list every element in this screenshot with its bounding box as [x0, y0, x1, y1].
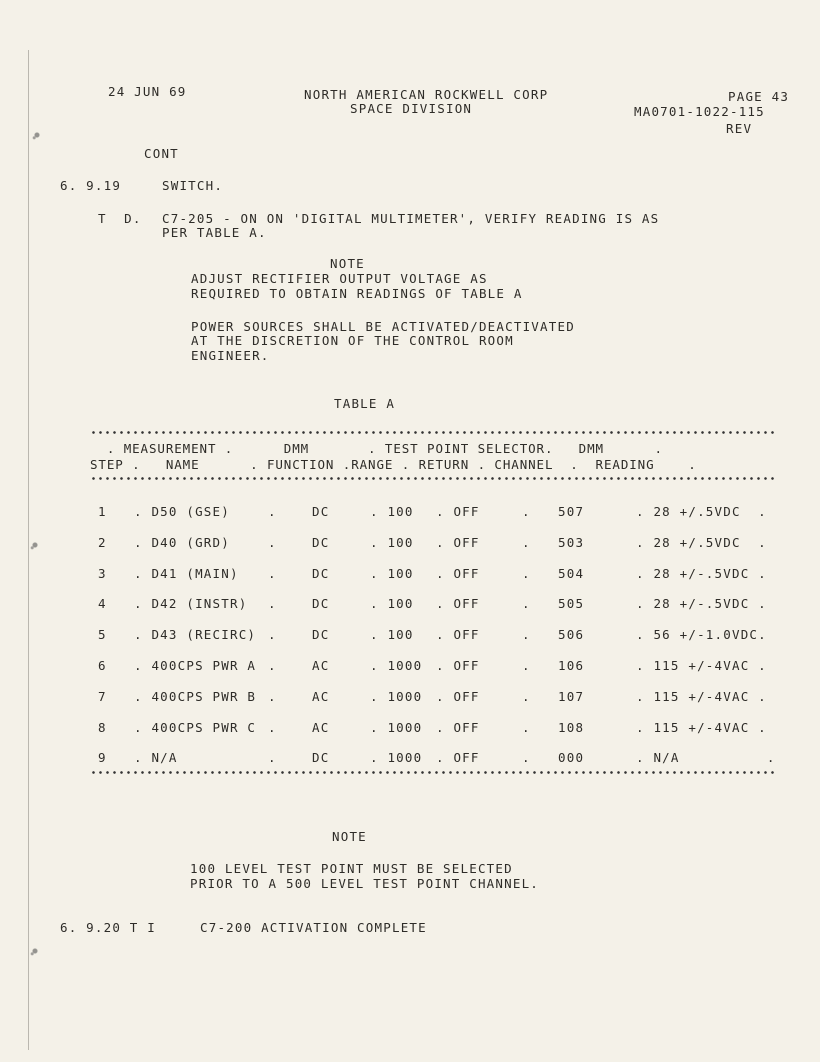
table-cell-reading: . 28 +/-.5VDC .: [636, 565, 767, 581]
step-title: SWITCH.: [162, 178, 224, 193]
note-line: POWER SOURCES SHALL BE ACTIVATED/DEACTIVATED: [191, 319, 575, 334]
table-cell-step: 2: [98, 534, 107, 550]
note-line: AT THE DISCRETION OF THE CONTROL ROOM: [191, 333, 514, 348]
table-cell-step: 1: [98, 504, 107, 519]
table-cell-function: DC: [312, 627, 330, 643]
td-instruction-line: PER TABLE A.: [162, 225, 267, 240]
header-doc-number: MA0701-1022-115: [634, 104, 765, 119]
table-cell-channel: 504: [558, 565, 585, 581]
table-cell-reading: . 115 +/-4VAC .: [636, 658, 767, 673]
table-cell-step: 5: [98, 627, 107, 643]
table-cell-function: AC: [312, 688, 330, 704]
table-cell-range: . 100: [370, 565, 414, 581]
table-cell-step: 4: [98, 596, 107, 612]
table-cell-separator: .: [268, 596, 277, 612]
table-cell-step: 6: [98, 658, 107, 673]
table-cell-name: . 400CPS PWR C: [134, 719, 257, 735]
table-cell-name: . 400CPS PWR A: [134, 658, 257, 673]
table-cell-range: . 100: [370, 534, 414, 550]
table-cell-separator: .: [522, 627, 531, 643]
header-division: SPACE DIVISION: [350, 101, 473, 116]
table-cell-separator: .: [522, 658, 531, 673]
step-text: C7-200 ACTIVATION COMPLETE: [200, 920, 427, 935]
header-page-number: PAGE 43: [728, 89, 790, 104]
table-dotted-rule: [90, 477, 774, 480]
table-cell-reading: . 115 +/-4VAC .: [636, 719, 767, 735]
header-company: NORTH AMERICAN ROCKWELL CORP: [304, 87, 549, 102]
table-cell-range: . 1000: [370, 750, 423, 766]
table-dotted-rule: [90, 771, 774, 774]
header-rev: REV: [726, 121, 753, 136]
table-cell-step: 8: [98, 719, 107, 735]
binding-margin-line: [28, 50, 29, 1050]
table-cell-name: . N/A: [134, 750, 178, 766]
note-line: REQUIRED TO OBTAIN READINGS OF TABLE A: [191, 286, 523, 301]
td-prefix: T D.: [98, 211, 142, 226]
table-cell-channel: 503: [558, 534, 585, 550]
table-cell-separator: .: [268, 504, 277, 519]
table-cell-separator: .: [268, 688, 277, 704]
note-line: 100 LEVEL TEST POINT MUST BE SELECTED: [190, 861, 513, 876]
table-cell-range: . 100: [370, 596, 414, 612]
paper-speck: [28, 944, 42, 958]
table-cell-channel: 108: [558, 719, 585, 735]
note-heading: NOTE: [330, 256, 365, 271]
table-cell-channel: 106: [558, 658, 585, 673]
table-cell-separator: .: [522, 719, 531, 735]
table-cell-return: . OFF: [436, 565, 480, 581]
table-cell-channel: 107: [558, 688, 585, 704]
note-line: ADJUST RECTIFIER OUTPUT VOLTAGE AS: [191, 271, 488, 286]
table-cell-name: . D40 (GRD): [134, 534, 230, 550]
paper-speck: [28, 538, 42, 552]
step-number: 6. 9.19: [60, 178, 122, 193]
table-cell-reading: . 56 +/-1.0VDC.: [636, 627, 767, 643]
table-cell-separator: .: [268, 658, 277, 673]
table-cell-function: DC: [312, 596, 330, 612]
table-cell-separator: .: [268, 565, 277, 581]
table-cell-return: . OFF: [436, 596, 480, 612]
table-cell-separator: .: [522, 565, 531, 581]
table-cell-range: . 1000: [370, 658, 423, 673]
table-cell-separator: .: [522, 534, 531, 550]
table-header-row: . MEASUREMENT . DMM . TEST POINT SELECTOR. DMM .: [90, 441, 663, 456]
table-cell-separator: .: [522, 596, 531, 612]
table-header-row: STEP . NAME . FUNCTION .RANGE . RETURN . CHANNEL . READING .: [90, 457, 697, 472]
td-instruction-line: C7-205 - ON ON 'DIGITAL MULTIMETER', VERIFY READING IS AS: [162, 211, 660, 226]
table-cell-step: 3: [98, 565, 107, 581]
table-cell-separator: .: [268, 750, 277, 766]
table-cell-return: . OFF: [436, 688, 480, 704]
table-cell-function: DC: [312, 750, 330, 766]
table-cell-range: . 1000: [370, 688, 423, 704]
table-cell-range: . 100: [370, 504, 414, 519]
table-cell-name: . D50 (GSE): [134, 504, 230, 519]
table-cell-channel: 506: [558, 627, 585, 643]
table-cell-range: . 100: [370, 627, 414, 643]
table-cell-reading: . 28 +/.5VDC .: [636, 534, 767, 550]
table-cell-separator: .: [268, 719, 277, 735]
table-cell-reading: . 28 +/.5VDC .: [636, 504, 767, 519]
table-cell-reading: . 28 +/-.5VDC .: [636, 596, 767, 612]
table-cell-separator: .: [268, 627, 277, 643]
step-number: 6. 9.20 T I: [60, 920, 156, 935]
table-cell-step: 9: [98, 750, 107, 766]
table-cell-return: . OFF: [436, 504, 480, 519]
table-cell-function: AC: [312, 719, 330, 735]
table-cell-reading: . N/A .: [636, 750, 776, 766]
table-cell-separator: .: [522, 750, 531, 766]
table-cell-separator: .: [268, 534, 277, 550]
table-cell-return: . OFF: [436, 719, 480, 735]
note-heading: NOTE: [332, 829, 367, 844]
table-cell-function: DC: [312, 504, 330, 519]
note-line: PRIOR TO A 500 LEVEL TEST POINT CHANNEL.: [190, 876, 540, 891]
table-cell-channel: 507: [558, 504, 585, 519]
header-date: 24 JUN 69: [108, 84, 187, 99]
table-cell-return: . OFF: [436, 534, 480, 550]
table-cell-function: DC: [312, 565, 330, 581]
table-cell-range: . 1000: [370, 719, 423, 735]
table-cell-return: . OFF: [436, 750, 480, 766]
table-cell-function: DC: [312, 534, 330, 550]
table-cell-name: . D43 (RECIRC): [134, 627, 257, 643]
table-cell-channel: 000: [558, 750, 585, 766]
table-cell-name: . 400CPS PWR B: [134, 688, 257, 704]
table-cell-separator: .: [522, 504, 531, 519]
table-cell-step: 7: [98, 688, 107, 704]
table-cell-name: . D41 (MAIN): [134, 565, 239, 581]
table-cell-name: . D42 (INSTR): [134, 596, 248, 612]
table-cell-reading: . 115 +/-4VAC .: [636, 688, 767, 704]
table-cell-return: . OFF: [436, 627, 480, 643]
paper-speck: [30, 128, 44, 142]
note-line: ENGINEER.: [191, 348, 270, 363]
table-cell-return: . OFF: [436, 658, 480, 673]
table-cell-function: AC: [312, 658, 330, 673]
cont-label: CONT: [144, 146, 179, 161]
table-cell-channel: 505: [558, 596, 585, 612]
table-title: TABLE A: [334, 396, 396, 411]
table-dotted-rule: [90, 431, 774, 434]
table-cell-separator: .: [522, 688, 531, 704]
